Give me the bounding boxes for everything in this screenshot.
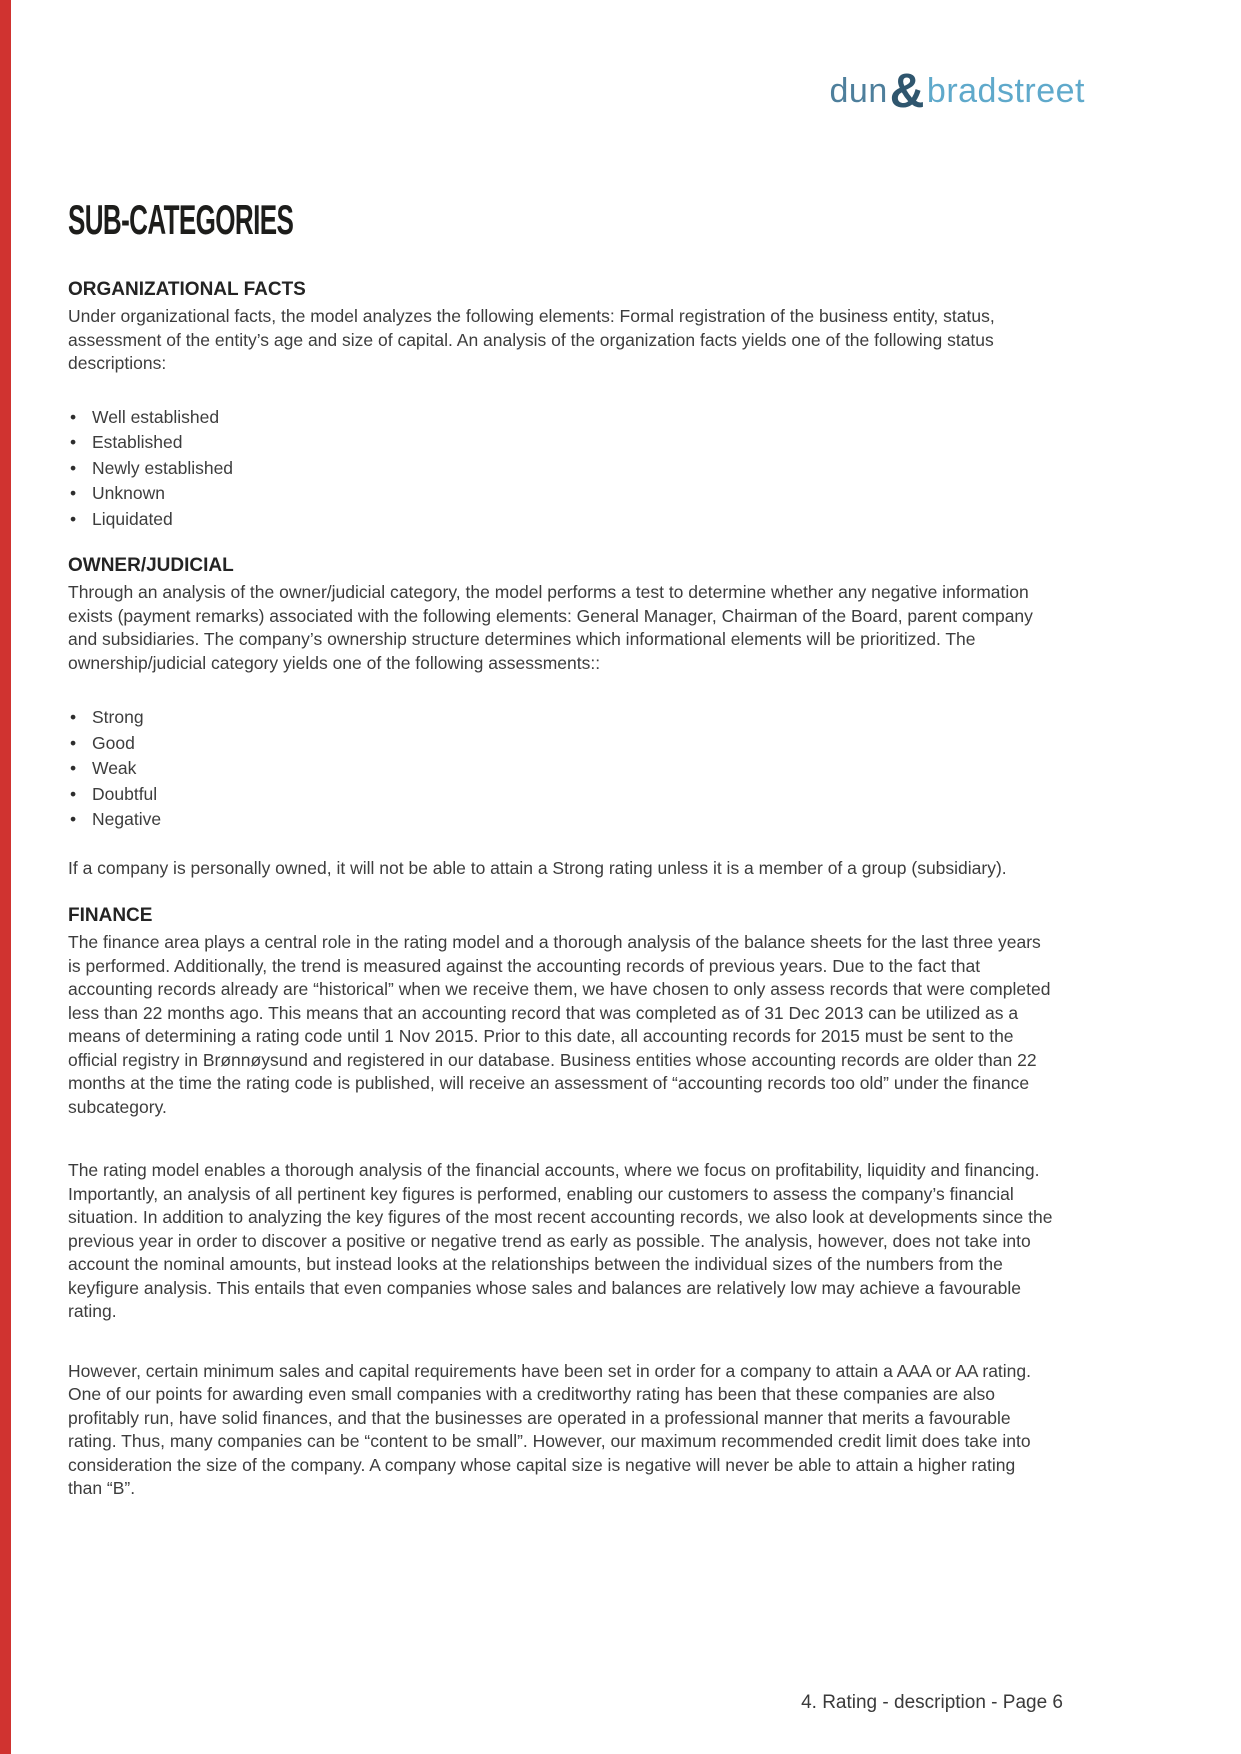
page-content	[68, 0, 1053, 1501]
list-item: • Good	[68, 731, 1053, 757]
section-heading-finance: FINANCE	[68, 905, 153, 926]
section-heading-organizational-facts: ORGANIZATIONAL FACTS	[68, 279, 306, 300]
logo-word-bradstreet: bradstreet	[926, 72, 1085, 110]
list-item: • Newly established	[68, 456, 1053, 482]
owner-note-paragraph: If a company is personally owned, it will not be able to attain a Strong rating unless it is a member of a group (subsidiary).	[68, 857, 1007, 878]
list-item: • Doubtful	[68, 782, 1053, 808]
list-item: • Well established	[68, 405, 1053, 431]
list-item: • Established	[68, 430, 1053, 456]
list-item: • Strong	[68, 705, 1053, 731]
list-item: • Weak	[68, 756, 1053, 782]
page-title: SUB-CATEGORIES	[68, 196, 294, 243]
finance-paragraph-3: However, certain minimum sales and capital requirements have been set in order for a company to attain a AAA or AA rating. One of our points for awarding even small companies with a creditworthy rating has been that these companies are also profitably run, have solid finances, and that the businesses are operated in a professional manner that merits a favourable rating. Thus, many companies can be “content to be small”. However, our maximum recommended credit limit does take into consideration the size of the company. A company whose capital size is negative will never be able to attain a higher rating than “B”.	[68, 1360, 1032, 1498]
list-item: • Unknown	[68, 481, 1053, 507]
finance-paragraph-2: The rating model enables a thorough analysis of the financial accounts, where we focus on profitability, liquidity and financing. Importantly, an analysis of all pertinent key figures is performed, enabling our customers to assess the company’s financial situation. In addition to analyzing the key figures of the most recent accounting records, we also look at developments since the previous year in order to discover a positive or negative trend as early as possible. The analysis, however, does not take into account the nominal amounts, but instead looks at the relationships between the individual sizes of the numbers from the keyfigure analysis. This entails that even companies whose sales and balances are relatively low may achieve a favourable rating.	[68, 1160, 1053, 1321]
finance-paragraph-1: The finance area plays a central role in the rating model and a thorough analysis of the balance sheets for the last three years is performed. Additionally, the trend is measured against the accounting records of previous years. Due to the fact that accounting records already are “historical” when we receive them, we have chosen to only assess records that were completed less than 22 months ago. This means that an accounting record that was completed as of 31 Dec 2013 can be utilized as a means of determining a rating code until 1 Nov 2015. Prior to this date, all accounting records for 2015 must be sent to the official registry in Brønnøysund and registered in our database. Business entities whose accounting records are older than 22 months at the time the rating code is published, will receive an assessment of “accounting records too old” under the finance subcategory.	[68, 932, 1051, 1117]
logo-ampersand-icon: &	[889, 65, 925, 118]
left-edge-accent-bar	[0, 0, 11, 1754]
logo-word-dun: dun	[829, 72, 888, 110]
list-item: • Liquidated	[68, 507, 1053, 533]
owner-assessment-list	[68, 705, 1053, 833]
list-item: • Negative	[68, 807, 1053, 833]
owner-intro-paragraph: Through an analysis of the owner/judicial category, the model performs a test to determine whether any negative information exists (payment remarks) associated with the following elements: General Manager, Chairman of the Board, parent company and subsidiaries. The company’s ownership structure determines which informational elements will be prioritized. The ownership/judicial category yields one of the following assessments::	[68, 582, 1033, 673]
page-footer: 4. Rating - description - Page 6	[801, 1692, 1063, 1713]
org-status-list	[68, 405, 1053, 533]
org-intro-paragraph: Under organizational facts, the model analyzes the following elements: Formal registration of the business entity, status, assessment of the entity’s age and size of capital. An analysis of the organization facts yields one of the following status descriptions:	[68, 306, 995, 373]
section-heading-owner-judicial: OWNER/JUDICIAL	[68, 555, 234, 576]
